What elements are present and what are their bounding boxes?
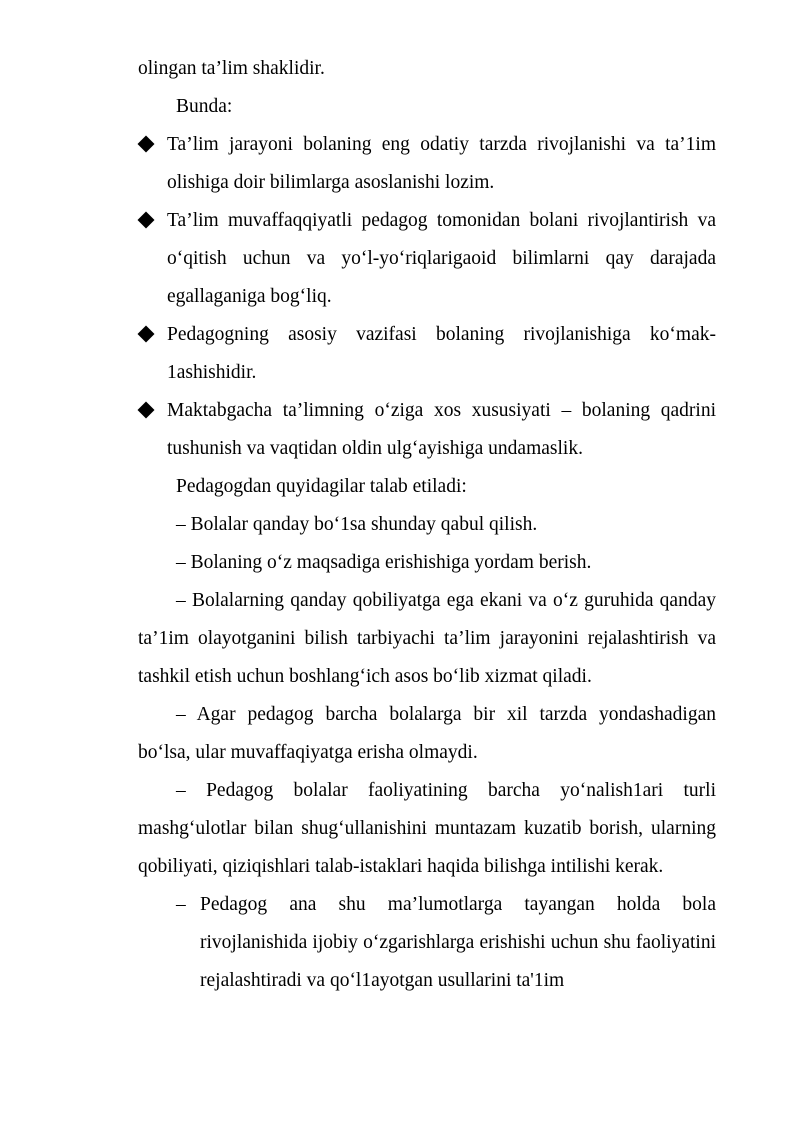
dash-item-3: – Bolalarning qanday qobiliyatga ega ekani va o‘z guruhida qanday ta’1im olayotganini bilish tarbiyachi ta’lim jarayonini rejalashtirish va tashkil etish uchun boshlang‘ich asos bo‘lib xizmat qiladi. [138, 590, 716, 687]
bullet-text-1: Ta’lim jarayoni bolaning eng odatiy tarzda rivojlanishi va ta’1im olishiga doir bilimlarga asoslanishi lozim. [167, 134, 716, 193]
bullet-item-1 [138, 126, 716, 202]
diamond-bullet-icon [138, 136, 155, 153]
bullet-item-4 [138, 392, 716, 468]
dash-item-5: – Pedagog bolalar faoliyatining barcha yo‘nalish1ari turli mashg‘ulotlar bilan shug‘ullanishini muntazam kuzatib borish, ularning qobiliyati, qiziqishlari talab-istaklari haqida bilishga intilishi kerak. [138, 780, 716, 877]
dash-marker: – [176, 894, 186, 915]
paragraph-continuation: olingan ta’lim shaklidir. [138, 58, 325, 79]
document-page [138, 50, 716, 1000]
diamond-bullet-icon [138, 212, 155, 229]
bullet-text-4: Maktabgacha ta’limning o‘ziga xos xususiyati – bolaning qadrini tushunish va vaqtidan oldin ulg‘ayishiga undamaslik. [167, 400, 716, 459]
diamond-bullet-icon [138, 326, 155, 343]
dash-item-2: – Bolaning o‘z maqsadiga erishishiga yordam berish. [176, 552, 592, 573]
bullet-text-2: Ta’lim muvaffaqqiyatli pedagog tomonidan bolani rivojlantirish va o‘qitish uchun va yo‘l-yo‘riqlarigaoid bilimlarni qay darajada egallaganiga bog‘liq. [167, 210, 716, 307]
paragraph-requirements-intro: Pedagogdan quyidagilar talab etiladi: [176, 476, 467, 497]
dash-item-4: – Agar pedagog barcha bolalarga bir xil tarzda yondashadigan bo‘lsa, ular muvaffaqiyatga erisha olmaydi. [138, 704, 716, 763]
bullet-item-3 [138, 316, 716, 392]
paragraph-bunda: Bunda: [176, 96, 233, 117]
dash-text-6: Pedagog ana shu ma’lumotlarga tayangan holda bola rivojlanishida ijobiy o‘zgarishlarga erishishi uchun shu faoliyatini rejalashtiradi va qo‘l1ayotgan usullarini ta'1im [200, 894, 716, 991]
dash-item-6 [138, 886, 716, 1000]
bullet-text-3: Pedagogning asosiy vazifasi bolaning rivojlanishiga ko‘mak-1ashishidir. [167, 324, 716, 383]
dash-item-1: – Bolalar qanday bo‘1sa shunday qabul qilish. [176, 514, 538, 535]
bullet-item-2 [138, 202, 716, 316]
diamond-bullet-icon [138, 402, 155, 419]
